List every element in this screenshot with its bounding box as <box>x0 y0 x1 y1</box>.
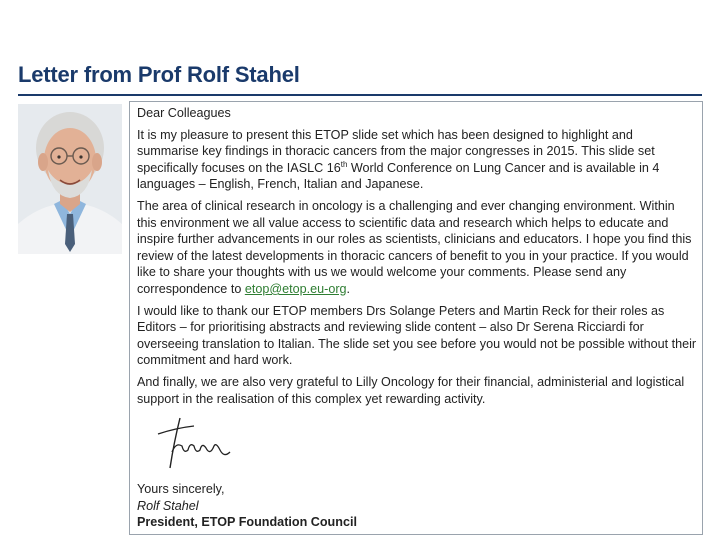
handwritten-signature <box>150 412 240 477</box>
p1-text-a: It is my pleasure to present this ETOP slide set which has been designed to highlight and summarise key findings in thoracic cancers from the major congresses in 2015. This slide set specifically focuses on the IASLC 16 <box>137 127 655 175</box>
letter-greeting: Dear Colleagues <box>137 106 231 120</box>
p2-text-b: . <box>346 281 351 296</box>
letter-closing <box>137 481 357 531</box>
closing-line: Yours sincerely, <box>137 482 225 496</box>
letter-paragraph-4: And finally, we are also very grateful to Lilly Oncology for their financial, administerial and logistical support in the realisation of this complex yet rewarding activity. <box>137 374 685 406</box>
letter-paragraph-3: I would like to thank our ETOP members Drs Solange Peters and Martin Reck for their roles as Editors – for prioritising abstracts and reviewing slide content – also Dr Serena Ricciardi for overseeing translation to Italian. The slide set you see before you would not be possible without their commitment and hard work. <box>137 303 697 368</box>
portrait-photo <box>18 104 122 254</box>
p1-superscript: th <box>340 159 348 169</box>
letter-body <box>137 105 697 412</box>
title-divider <box>18 94 702 96</box>
page-title: Letter from Prof Rolf Stahel <box>18 62 300 87</box>
email-link[interactable]: etop@etop.eu-org <box>244 281 347 296</box>
letter-paragraph-1 <box>137 127 697 193</box>
signer-name: Rolf Stahel <box>137 498 199 513</box>
letter-paragraph-2 <box>137 198 697 298</box>
p1-text-b: World Conference on Lung Cancer and is available in 4 languages – English, French, Italian and Japanese. <box>137 160 660 192</box>
p2-text-a: The area of clinical research in oncology is a challenging and ever changing environment. Within this environment we all value access to scientific data and research which helps to educate and inspire further advancements in our roles as scientists, clinicians and educators. I hope you find this review of the latest developments in thoracic cancers of benefit to you in your practice. If you would like to share your thoughts with us we would welcome your comments. Please send any correspondence to <box>137 198 692 296</box>
signer-role: President, ETOP Foundation Council <box>137 515 357 530</box>
portrait-illustration <box>18 104 122 254</box>
